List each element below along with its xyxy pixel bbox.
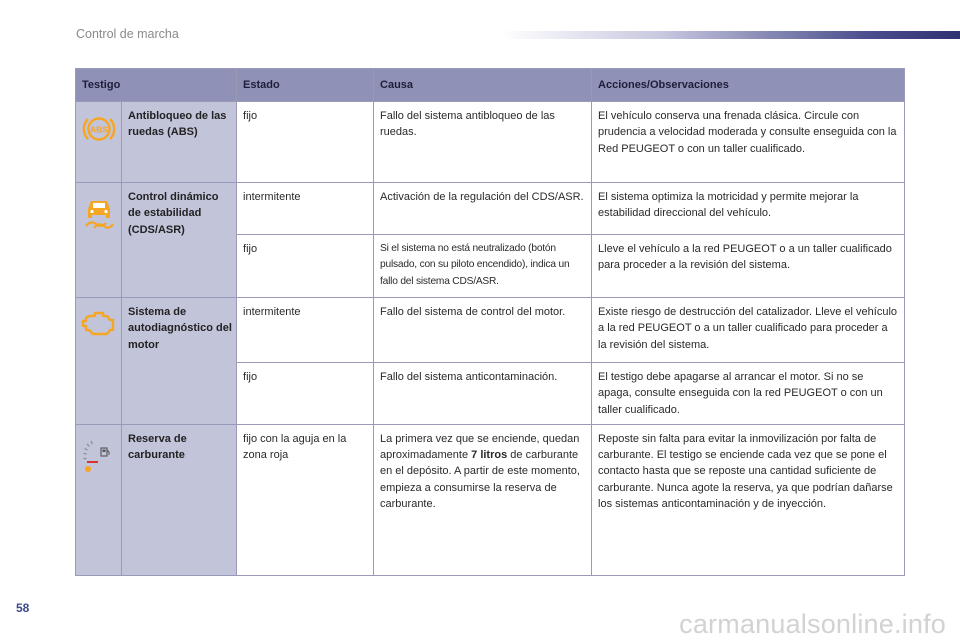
- column-header-testigo: Testigo: [76, 69, 237, 102]
- acciones-cell: Existe riesgo de destrucción del catalizador. Lleve el vehículo a la red PEUGEOT o a un taller cualificado para proceder a la revisión del sistema.: [592, 298, 905, 363]
- column-header-estado: Estado: [237, 69, 374, 102]
- acciones-cell: El testigo debe apagarse al arrancar el motor. Si no se apaga, consulte enseguida con la red PEUGEOT o con un taller cualificado.: [592, 363, 905, 425]
- header-gradient-bar: [500, 31, 960, 39]
- acciones-cell: Reposte sin falta para evitar la inmovilización por falta de carburante. El testigo se enciende cada vez que se pone el contacto hasta que se reposte una cantidad suficiente de carburante. Nunca agote la reserva, ya que podrían dañarse los sistemas anticontaminación y de inyección.: [592, 424, 905, 575]
- table-row: [76, 183, 905, 235]
- stability-control-icon: [76, 193, 121, 229]
- column-header-acciones: Acciones/Observaciones: [592, 69, 905, 102]
- column-header-causa: Causa: [374, 69, 592, 102]
- icon-cell: [76, 424, 122, 575]
- acciones-cell: El sistema optimiza la motricidad y permite mejorar la estabilidad direccional del vehículo.: [592, 183, 905, 235]
- icon-cell: [76, 102, 122, 183]
- warning-name: Antibloqueo de las ruedas (ABS): [122, 102, 237, 183]
- page-number: 58: [16, 601, 30, 615]
- causa-cell: Si el sistema no está neutralizado (botón pulsado, con su piloto encendido), indica un fallo del sistema CDS/ASR.: [374, 235, 592, 298]
- causa-cell: Fallo del sistema de control del motor.: [374, 298, 592, 363]
- acciones-cell: Lleve el vehículo a la red PEUGEOT o a un taller cualificado para proceder a la revisión del sistema.: [592, 235, 905, 298]
- section-title: Control de marcha: [76, 27, 179, 41]
- estado-cell: fijo: [237, 235, 374, 298]
- warning-lights-table: [75, 68, 905, 576]
- abs-warning-icon: [76, 112, 121, 146]
- fuel-quantity: 7 litros: [471, 449, 508, 462]
- estado-cell: fijo: [237, 102, 374, 183]
- table-header-row: [76, 69, 905, 102]
- estado-cell: fijo: [237, 363, 374, 425]
- warning-name: Sistema de autodiagnóstico del motor: [122, 298, 237, 425]
- watermark: carmanualsonline.info: [679, 609, 946, 639]
- acciones-cell: El vehículo conserva una frenada clásica. Circule con prudencia a velocidad moderada y consulte enseguida con la Red PEUGEOT o con un taller cualificado.: [592, 102, 905, 183]
- icon-cell: [76, 183, 122, 298]
- engine-check-icon: [76, 308, 121, 338]
- svg-text:ABS: ABS: [89, 124, 108, 135]
- table-row: [76, 102, 905, 183]
- table-row: [76, 298, 905, 363]
- fuel-gauge-icon: [76, 435, 121, 475]
- causa-cell: Activación de la regulación del CDS/ASR.: [374, 183, 592, 235]
- estado-cell: fijo con la aguja en la zona roja: [237, 424, 374, 575]
- table-row: [76, 424, 905, 575]
- warning-name: Control dinámico de estabilidad (CDS/ASR): [122, 183, 237, 298]
- icon-cell: [76, 298, 122, 425]
- causa-cell: [374, 424, 592, 575]
- causa-cell: Fallo del sistema anticontaminación.: [374, 363, 592, 425]
- warning-name: Reserva de carburante: [122, 424, 237, 575]
- causa-text-prefix: La primera vez que se enciende, quedan aproximadamente: [380, 432, 580, 462]
- estado-cell: intermitente: [237, 183, 374, 235]
- causa-cell: Fallo del sistema antibloqueo de las ruedas.: [374, 102, 592, 183]
- causa-text-suffix: de carburante en el depósito. A partir de este momento, empieza a consumirse la reserva de carburante.: [380, 449, 580, 511]
- estado-cell: intermitente: [237, 298, 374, 363]
